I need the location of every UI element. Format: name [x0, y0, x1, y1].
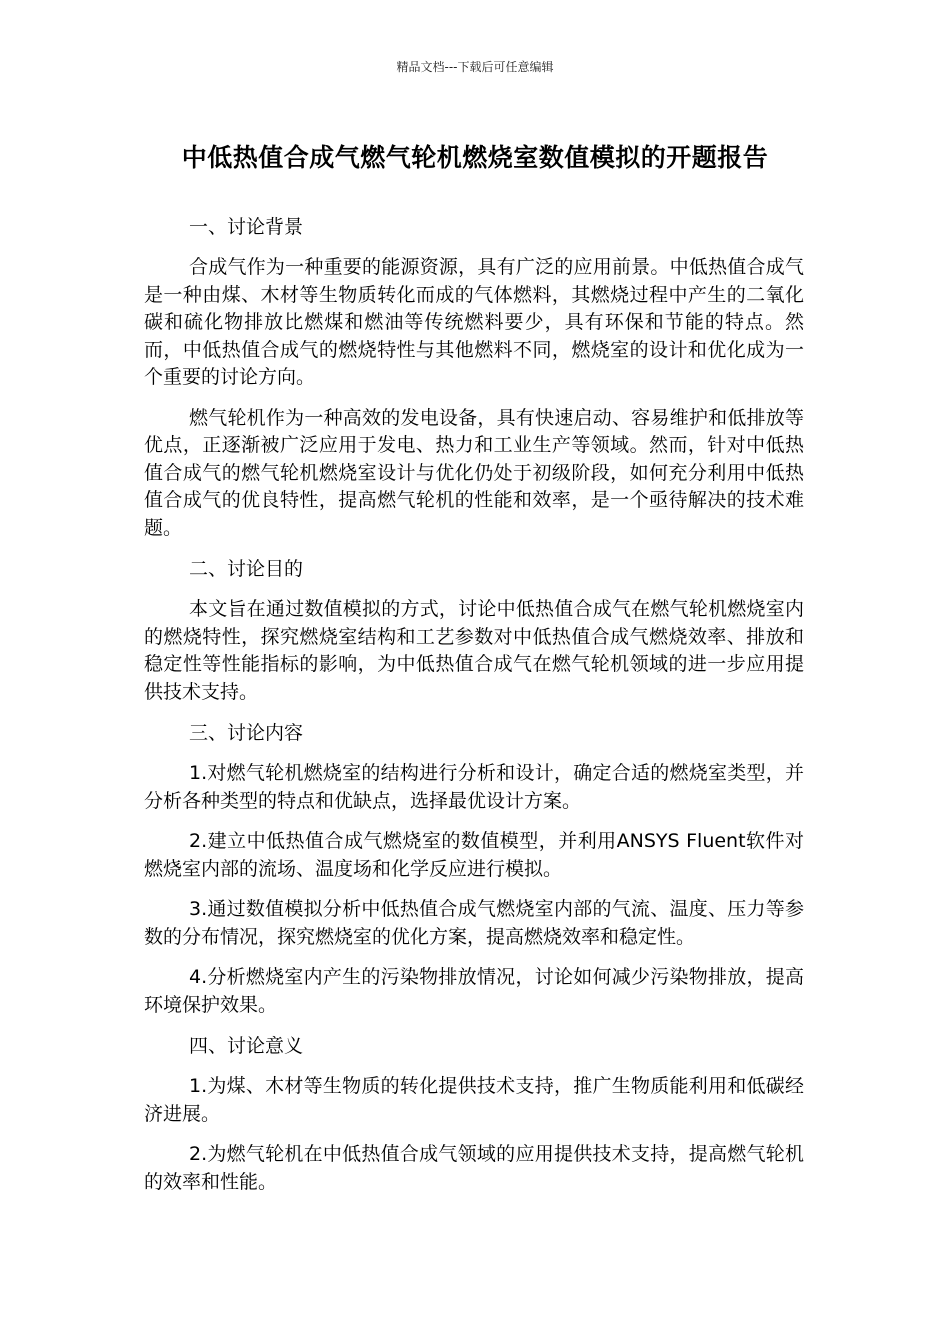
- list-item: 3.通过数值模拟分析中低热值合成气燃烧室内部的气流、温度、压力等参数的分布情况，探究燃烧室的优化方案，提高燃烧效率和稳定性。: [144, 898, 804, 948]
- paragraph: 合成气作为一种重要的能源资源，具有广泛的应用前景。中低热值合成气是一种由煤、木材等生物质转化而成的气体燃料，其燃烧过程中产生的二氧化碳和硫化物排放比燃煤和燃油等传统燃料要少，具有环保和节能的特点。然而，中低热值合成气的燃烧特性与其他燃料不同，燃烧室的设计和优化成为一个重要的讨论方向。: [144, 256, 804, 388]
- section-content: [144, 719, 804, 1019]
- section-heading: 一、讨论背景: [189, 216, 304, 238]
- list-item: 1.为煤、木材等生物质的转化提供技术支持，推广生物质能利用和低碳经济进展。: [144, 1075, 804, 1125]
- section-heading: 二、讨论目的: [189, 558, 304, 580]
- document-body: [144, 213, 804, 1209]
- list-item: 4.分析燃烧室内产生的污染物排放情况，讨论如何减少污染物排放，提高环境保护效果。: [144, 966, 804, 1016]
- section-background: [144, 213, 804, 542]
- section-purpose: [144, 555, 804, 706]
- section-heading: 四、讨论意义: [189, 1035, 304, 1057]
- list-item: 1.对燃气轮机燃烧室的结构进行分析和设计，确定合适的燃烧室类型，并分析各种类型的特点和优缺点，选择最优设计方案。: [144, 762, 804, 812]
- section-significance: [144, 1032, 804, 1196]
- header-note: 精品文档---下载后可任意编辑: [396, 60, 554, 74]
- paragraph: 本文旨在通过数值模拟的方式，讨论中低热值合成气在燃气轮机燃烧室内的燃烧特性，探究燃烧室结构和工艺参数对中低热值合成气燃烧效率、排放和稳定性等性能指标的影响，为中低热值合成气在燃气轮机领域的进一步应用提供技术支持。: [144, 598, 804, 703]
- list-item: 2.建立中低热值合成气燃烧室的数值模型，并利用ANSYS Fluent软件对燃烧室内部的流场、温度场和化学反应进行模拟。: [144, 830, 804, 880]
- document-title: 中低热值合成气燃气轮机燃烧室数值模拟的开题报告: [181, 143, 769, 172]
- paragraph: 燃气轮机作为一种高效的发电设备，具有快速启动、容易维护和低排放等优点，正逐渐被广泛应用于发电、热力和工业生产等领域。然而，针对中低热值合成气的燃气轮机燃烧室设计与优化仍处于初级阶段，如何充分利用中低热值合成气的优良特性，提高燃气轮机的性能和效率，是一个亟待解决的技术难题。: [144, 406, 804, 539]
- section-heading: 三、讨论内容: [189, 722, 304, 744]
- list-item: 2.为燃气轮机在中低热值合成气领域的应用提供技术支持，提高燃气轮机的效率和性能。: [144, 1143, 804, 1193]
